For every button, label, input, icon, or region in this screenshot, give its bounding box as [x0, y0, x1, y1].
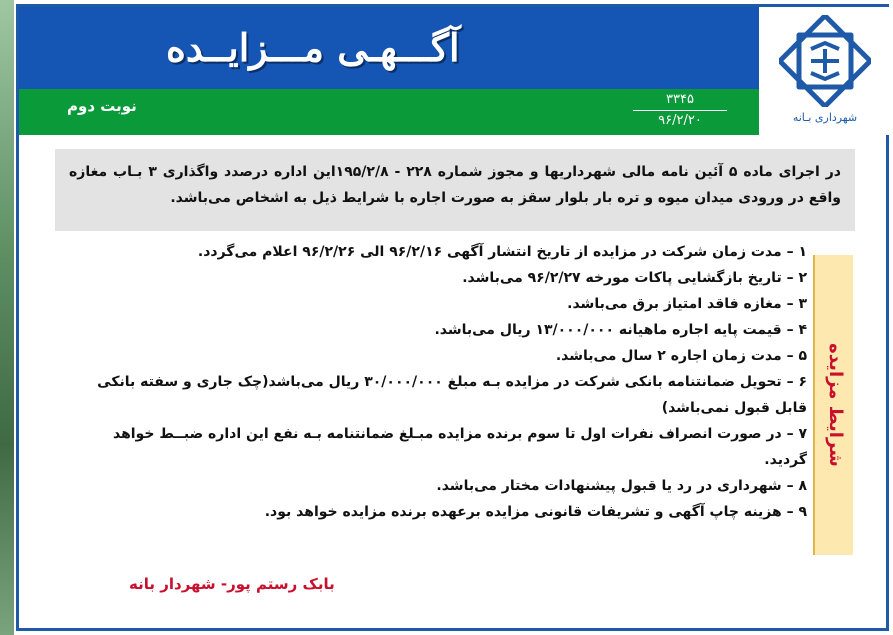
logo-caption: شهرداری بـانه — [792, 111, 858, 124]
condition-item: ۷ – در صورت انصراف نفرات اول تا سوم برنده مزایده مبـلغ ضمانتنامه بـه نفع این اداره ضبــط خواهد گردید. — [113, 426, 807, 468]
left-edge-photo-strip — [0, 0, 14, 635]
condition-item: ۹ – هزینه چاپ آگهی و تشریفات قانونی مزایده برعهده برنده مزایده خواهد بود. — [264, 504, 807, 520]
reference-date: ۹۶/۲/۲۰ — [658, 113, 702, 128]
condition-item: ۵ – مدت زمان اجاره ۲ سال می‌باشد. — [555, 348, 807, 364]
condition-item: ۸ – شهرداری در رد یا قبول پیشنهادات مختار می‌باشد. — [436, 478, 807, 494]
reference-divider — [633, 110, 727, 111]
conditions-side-tab — [813, 255, 853, 555]
signature-line: بابک رستم پور- شهردار بانه — [129, 575, 335, 593]
logo-block — [761, 7, 889, 135]
side-tab-label: شرایط مزایده — [825, 343, 846, 467]
page-title: آگـــهـی مـــزایــده — [166, 25, 460, 70]
condition-item: ۴ – قیمت پایه اجاره ماهیانه ۱۳/۰۰۰/۰۰۰ ریال می‌باشد. — [434, 322, 807, 338]
reference-block — [625, 91, 735, 130]
condition-item: ۲ – تاریخ بازگشایی پاکات مورخه ۹۶/۲/۲۷ می‌باشد. — [462, 270, 807, 286]
advertisement-frame — [16, 4, 889, 631]
condition-item: ۶ – تحویل ضمانتنامه بانکی شرکت در مزایده بـه مبلغ ۳۰/۰۰۰/۰۰۰ ریال می‌باشد(چک جاری و سفته بانکی قابل قبول نمی‌باشد) — [97, 374, 807, 416]
bank-municipality-logo-icon — [779, 15, 871, 107]
condition-item: ۱ – مدت زمان شرکت در مزایده از تاریخ انتشار آگهی ۹۶/۲/۱۶ الی ۹۶/۲/۲۶ اعلام می‌گردد. — [197, 244, 807, 260]
intro-paragraph: در اجرای ماده ۵ آئین نامه مالی شهرداریها و مجوز شماره ۲۲۸ - ۱۹۵/۲/۸این اداره درصدد واگذاری ۳ بـاب مغازه واقع در ورودی میدان میوه و تره بار بلوار سقز به صورت اجاره با شرایط ذیل به اشخاص می‌باشد. — [55, 149, 855, 231]
publication-turn: نوبت دوم — [67, 97, 137, 115]
condition-item: ۳ – مغازه فاقد امتیاز برق می‌باشد. — [567, 296, 807, 312]
conditions-list — [67, 239, 807, 525]
reference-number: ۳۳۴۵ — [666, 92, 694, 107]
